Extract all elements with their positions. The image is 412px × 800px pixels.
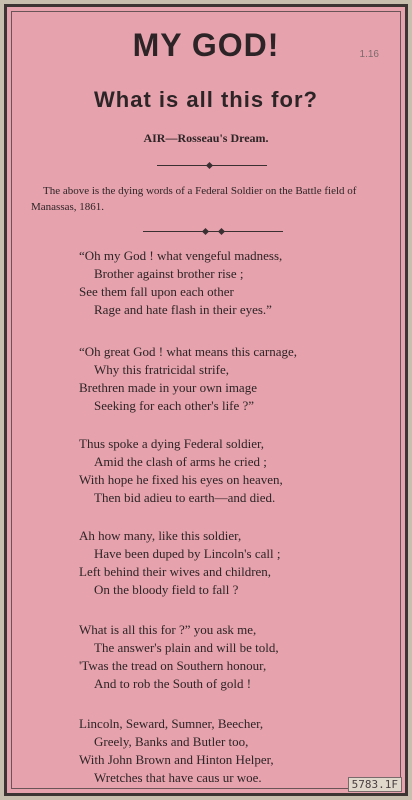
stanza-2 (79, 343, 379, 415)
verse-line: Brother against brother rise ; (94, 266, 244, 281)
verse-line: “Oh great God ! what means this carnage, (79, 344, 298, 359)
verse-line: 'Twas the tread on Southern honour, (79, 658, 267, 673)
verse-line: Wretches that have caus ur woe. (94, 770, 262, 785)
broadside-sheet (4, 4, 408, 796)
verse-line: With John Brown and Hinton Helper, (79, 752, 274, 767)
air-line: AIR—Rosseau's Dream. (143, 131, 269, 145)
verse-line: See them fall upon each other (79, 284, 234, 299)
stanza-3 (79, 435, 379, 507)
verse-line: Amid the clash of arms he cried ; (94, 454, 267, 469)
stanza-5 (79, 621, 379, 693)
verse-line: Seeking for each other's life ?” (94, 398, 255, 413)
intro-note: The above is the dying words of a Federal Soldier on the Battle field of Manassas, 1861. (31, 185, 357, 213)
verse-line: “Oh my God ! what vengeful madness, (79, 248, 283, 263)
verse-line: Rage and hate flash in their eyes.” (94, 302, 272, 317)
verse-line: Ah how many, like this soldier, (79, 528, 242, 543)
verse-line: What is all this for ?” you ask me, (79, 622, 257, 637)
verse-line: Lincoln, Seward, Sumner, Beecher, (79, 716, 264, 731)
stanza-4 (79, 527, 379, 599)
verse-line: And to rob the South of gold ! (94, 676, 252, 691)
verse-line: Then bid adieu to earth—and died. (94, 490, 276, 505)
verse-line: On the bloody field to fall ? (94, 582, 239, 597)
catalog-number-stamp: 5783.1F (348, 777, 402, 792)
stanza-6 (79, 715, 379, 787)
divider-rule-2 (143, 231, 283, 232)
verse-line: Have been duped by Lincoln's call ; (94, 546, 281, 561)
verse-line: Why this fratricidal strife, (94, 362, 230, 377)
pencil-note: 1.16 (359, 49, 379, 60)
stanza-1 (79, 247, 379, 319)
verse-line: Brethren made in your own image (79, 380, 257, 395)
verse-line: Greely, Banks and Butler too, (94, 734, 249, 749)
verse-line: The answer's plain and will be told, (94, 640, 279, 655)
verse-line: Left behind their wives and children, (79, 564, 272, 579)
poem-title: MY GOD! (132, 27, 280, 63)
verse-line: With hope he fixed his eyes on heaven, (79, 472, 283, 487)
verse-line: Thus spoke a dying Federal soldier, (79, 436, 265, 451)
poem-subtitle: What is all this for? (94, 87, 318, 112)
